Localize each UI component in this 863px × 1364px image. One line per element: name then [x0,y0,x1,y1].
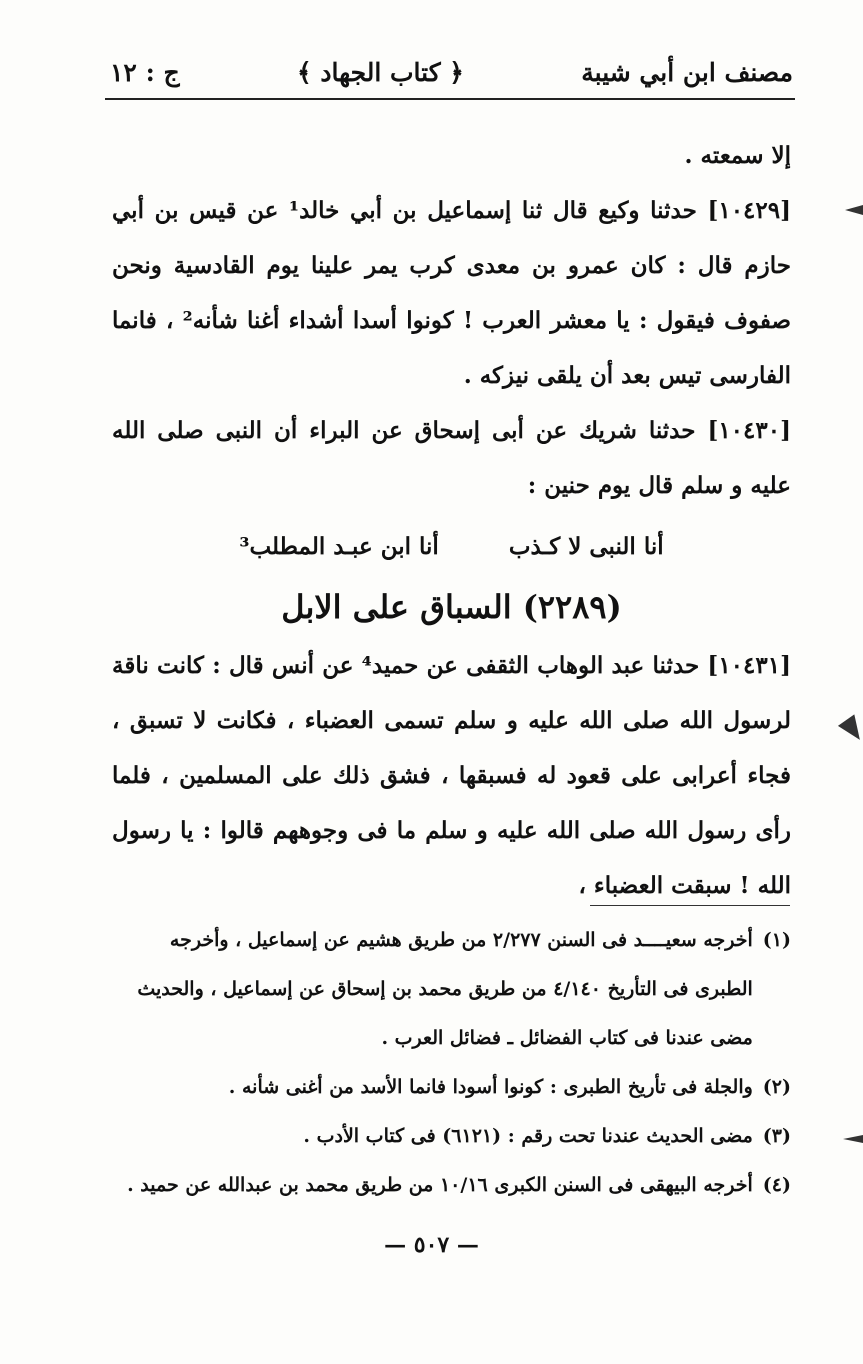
verse-second-hemistich: أنا ابن عبـد المطلب³ [239,533,439,560]
header-divider [105,98,795,100]
continuation-line: إلا سمعته . [684,142,791,169]
footnote [112,1112,791,1161]
margin-mark [845,205,863,215]
footnote-number: (٤) [762,1174,791,1196]
volume-number: ج : ١٢ [110,57,180,87]
footnote-divider [590,905,790,906]
chapter-title: ﴿ كتاب الجهاد ﴾ [296,57,464,87]
footnote-number: (١) [762,929,791,951]
section-title: (٢٢٨٩) السباق على الابل [281,588,622,626]
page-header [110,50,793,94]
main-text [112,128,791,913]
footnote [112,916,791,1063]
footnotes [112,916,791,1210]
footnote-number: (٢) [762,1076,791,1098]
footnote-number: (٣) [762,1125,791,1147]
footnote [112,1063,791,1112]
margin-mark [838,714,863,745]
hadith-10430: [١٠٤٣٠] حدثنا شريك عن أبى إسحاق عن البراء أن النبى صلى الله عليه و سلم قال يوم حنين : [112,417,791,499]
footnote [112,1161,791,1210]
footnote-text: أخرجه البيهقى فى السنن الكبرى ١٠/١٦ من طريق محمد بن عبدالله عن حميد . [127,1174,753,1196]
hadith-10431: [١٠٤٣١] حدثنا عبد الوهاب الثقفى عن حميد⁴ عن أنس قال : كانت ناقة لرسول الله صلى الله عليه و سلم تسمى العضباء ، فكانت لا تسبق ، فجاء أعرابى على قعود له فسبقها ، فشق ذلك على المسلمين ، فلما رأى رسول الله صلى الله عليه و سلم ما فى وجوههم قالوا : يا رسول الله ! سبقت العضباء ، [112,652,791,899]
hadith-10429: [١٠٤٢٩] حدثنا وكيع قال ثنا إسماعيل بن أبي خالد¹ عن قيس بن أبي حازم قال : كان عمرو بن معدى كرب يمر علينا يوم القادسية ونحن صفوف فيقول : يا معشر العرب ! كونوا أسدا أشداء أغنا شأنه² ، فانما الفارسى تيس بعد أن يلقى نيزكه . [112,197,792,389]
footnote-text: والجلة فى تأريخ الطبرى : كونوا أسودا فانما الأسد من أغنى شأنه . [228,1076,753,1098]
footnote-text: أخرجه سعيــــد فى السنن ٢/٢٧٧ من طريق هشيم عن إسماعيل ، وأخرجه الطبرى فى التأريخ ٤/١٤٠ من طريق محمد بن إسحاق عن إسماعيل ، والحديث مضى عندنا فى كتاب الفضائل ـ فضائل العرب . [137,929,753,1049]
poetry-verse [112,519,791,574]
book-title: مصنف ابن أبي شيبة [581,57,793,87]
verse-first-hemistich: أنا النبى لا كـذب [508,533,664,560]
footnote-text: مضى الحديث عندنا تحت رقم : (٦١٢١) فى كتاب الأدب . [303,1125,753,1147]
page-number: — ٥٠٧ — [384,1232,479,1258]
margin-mark [843,1135,863,1143]
